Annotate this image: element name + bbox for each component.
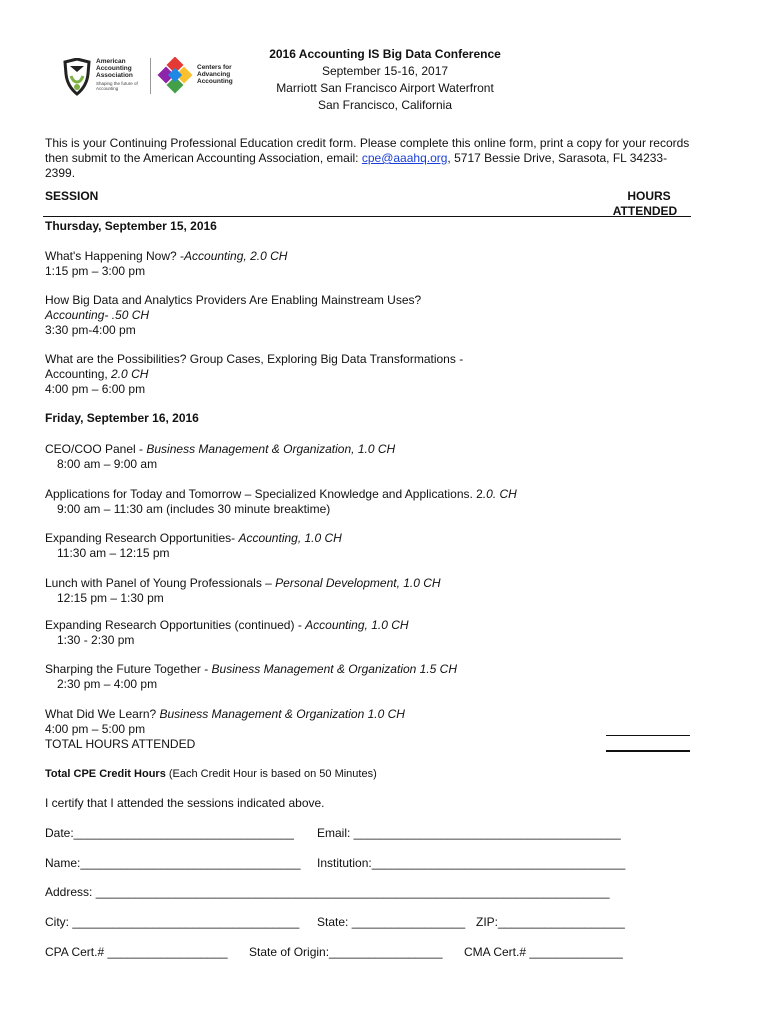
total-hours-label: TOTAL HOURS ATTENDED	[45, 737, 196, 751]
session-hours-blank[interactable]	[606, 735, 690, 736]
day1-session2-title: How Big Data and Analytics Providers Are Enabling Mainstream Uses?	[45, 293, 422, 307]
conference-dates: September 15-16, 2017	[321, 64, 449, 78]
cpe-email-link[interactable]: cpe@aaahq.org	[361, 151, 448, 165]
session-title: Expanding Research Opportunities-	[45, 531, 239, 545]
day2-session4-title	[45, 576, 441, 591]
cpa-cert-field[interactable]: CPA Cert.# __________________	[45, 945, 228, 959]
city-field[interactable]: City: __________________________________	[45, 915, 300, 929]
day1-session3-title: What are the Possibilities? Group Cases, Exploring Big Data Transformations -	[45, 352, 464, 366]
day1-session2-time: 3:30 pm-4:00 pm	[45, 323, 136, 337]
day2-session4-time: 12:15 pm – 1:30 pm	[57, 591, 164, 605]
header-rule	[43, 216, 691, 217]
intro-line1: This is your Continuing Professional Education credit form. Please complete this online form, print a copy for your records	[45, 136, 690, 150]
session-title: Expanding Research Opportunities (continued) -	[45, 618, 306, 632]
aaa-tagline-line2: Accounting	[96, 86, 119, 91]
zip-field[interactable]: ZIP:___________________	[476, 915, 625, 929]
name-field[interactable]: Name:_________________________________	[45, 856, 301, 870]
day1-session3-time: 4:00 pm – 6:00 pm	[45, 382, 146, 396]
day2-session7-time: 4:00 pm – 5:00 pm	[45, 722, 146, 736]
aaa-name-line1: American	[96, 58, 126, 65]
certify-statement: I certify that I attended the sessions indicated above.	[45, 796, 325, 810]
intro-line3: 2399.	[45, 166, 76, 180]
caa-name-line1: Centers for	[197, 64, 232, 71]
session-title: CEO/COO Panel -	[45, 442, 147, 456]
state-field[interactable]: State: _________________	[317, 915, 466, 929]
session-title: What Did We Learn?	[45, 707, 160, 721]
cpe-credit-explanation: (Each Credit Hour is based on 50 Minutes)	[165, 768, 377, 780]
day1-session2-track: Accounting- .50 CH	[45, 308, 150, 322]
session-track: Business Management & Organization 1.5 CH	[211, 662, 458, 676]
conference-venue: Marriott San Francisco Airport Waterfront	[276, 81, 494, 95]
caa-name-line3: Accounting	[197, 78, 233, 85]
logo-divider	[150, 58, 151, 94]
session-title: Applications for Today and Tomorrow – Specialized Knowledge and Applications. 2	[45, 487, 483, 501]
cpe-credit-note	[45, 767, 377, 782]
hours-header-line1: HOURS	[627, 189, 671, 203]
aaa-tagline-line1: Shaping the future of	[96, 81, 138, 86]
cma-cert-field[interactable]: CMA Cert.# ______________	[464, 945, 623, 959]
aaa-name-line2: Accounting	[96, 65, 132, 72]
day1-session1-title	[45, 249, 287, 264]
caa-diamond-icon	[157, 57, 193, 95]
aaa-emblem-icon	[62, 58, 92, 96]
caa-name-line2: Advancing	[197, 71, 231, 78]
institution-field[interactable]: Institution:______________________________________	[317, 856, 626, 870]
email-field[interactable]: Email: ________________________________________	[317, 826, 621, 840]
day2-session3-time: 11:30 am – 12:15 pm	[57, 546, 170, 560]
aaa-logo	[62, 56, 146, 98]
session-track: Business Management & Organization 1.0 CH	[159, 707, 405, 721]
conference-title: 2016 Accounting IS Big Data Conference	[269, 47, 501, 61]
day1-heading: Thursday, September 15, 2016	[45, 219, 217, 233]
day2-session6-time: 2:30 pm – 4:00 pm	[57, 677, 158, 691]
intro-line2-post: , 5717 Bessie Drive, Sarasota, FL 34233-	[447, 151, 668, 165]
session-column-header: SESSION	[45, 189, 99, 203]
day2-session6-title	[45, 662, 457, 677]
day2-session2-time: 9:00 am – 11:30 am (includes 30 minute breaktime)	[57, 502, 331, 516]
session-track: Personal Development, 1.0 CH	[275, 576, 441, 590]
intro-line2-pre: then submit to the American Accounting Association, email:	[45, 151, 362, 165]
date-field[interactable]: Date:_________________________________	[45, 826, 294, 840]
hours-column-header	[600, 189, 690, 219]
session-title: Sharping the Future Together -	[45, 662, 212, 676]
day2-session1-time: 8:00 am – 9:00 am	[57, 457, 158, 471]
day2-session3-title	[45, 531, 342, 546]
day2-session5-time: 1:30 - 2:30 pm	[57, 633, 135, 647]
state-of-origin-field[interactable]: State of Origin:_________________	[249, 945, 443, 959]
conference-city: San Francisco, California	[317, 98, 453, 112]
day2-session1-title	[45, 442, 395, 457]
aaa-name-line3: Association	[96, 72, 133, 79]
day2-session7-title	[45, 707, 405, 722]
day1-session1-time: 1:15 pm – 3:00 pm	[45, 264, 146, 278]
session-track: Business Management & Organization, 1.0 CH	[146, 442, 396, 456]
day2-heading: Friday, September 16, 2016	[45, 411, 199, 425]
intro-line2	[45, 151, 667, 166]
hours-header-line2: ATTENDED	[612, 204, 678, 218]
session-track: .0. CH	[482, 487, 517, 501]
session-credit: 2.0 CH	[111, 367, 149, 381]
session-title: Lunch with Panel of Young Professionals –	[45, 576, 276, 590]
session-title: What's Happening Now? -	[45, 249, 185, 263]
session-track: Accounting, 2.0 CH	[184, 249, 288, 263]
session-track: Accounting, 1.0 CH	[238, 531, 342, 545]
address-field[interactable]: Address: _____________________________________________________________________________	[45, 885, 610, 899]
day1-session3-track	[45, 367, 148, 382]
day2-session2-title	[45, 487, 517, 502]
day2-session5-title	[45, 618, 409, 633]
cpe-credit-label: Total CPE Credit Hours	[45, 768, 166, 780]
session-track: Accounting,	[45, 367, 112, 381]
total-hours-blank[interactable]	[606, 750, 690, 752]
session-track: Accounting, 1.0 CH	[305, 618, 409, 632]
